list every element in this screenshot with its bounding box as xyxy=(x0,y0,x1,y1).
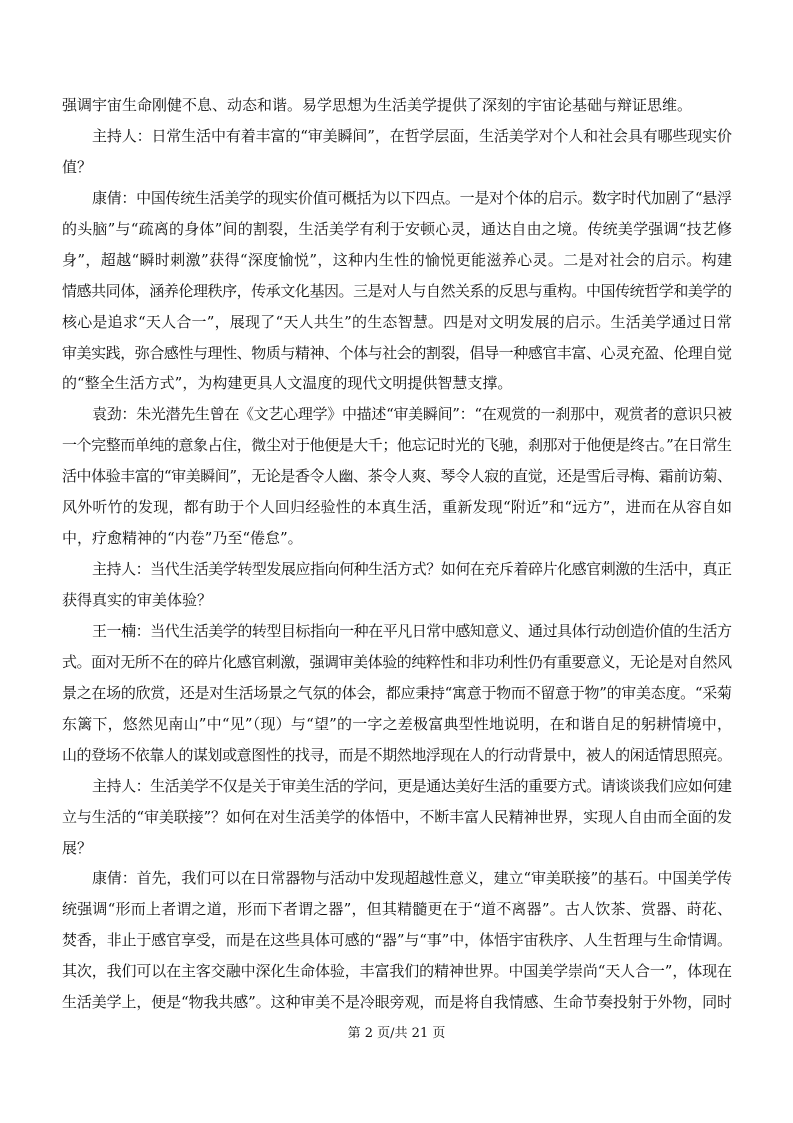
text-line: 风外听竹的发现，都有助于个人回归经验性的本真生活，重新发现“附近”和“远方”，进而在从容自如 xyxy=(62,498,732,517)
text-line: 展？ xyxy=(62,838,93,857)
text-line: 获得真实的审美体验？ xyxy=(62,591,213,609)
text-line: 中，疗愈精神的“内卷”乃至“倦怠”。 xyxy=(62,529,303,548)
text-line: 强调宇宙生命刚健不息、动态和谐。易学思想为生活美学提供了深刻的宇宙论基础与辩证思维。 xyxy=(62,96,693,114)
text-line: 主持人：生活美学不仅是关于审美生活的学问，更是通达美好生活的重要方式。请谈谈我们应如何建 xyxy=(92,776,732,795)
text-line: 身”，超越“瞬时刺激”获得“深度愉悦”，这种内生性的愉悦更能滋养心灵。二是对社会的启示。构建 xyxy=(62,250,732,269)
text-line: 康倩：首先，我们可以在日常器物与活动中发现超越性意义，建立“审美联接”的基石。中国美学传 xyxy=(92,869,732,888)
text-line: 的“整全生活方式”，为构建更具人文温度的现代文明提供智慧支撑。 xyxy=(62,374,513,393)
text-line: 景之在场的欣赏，还是对生活场景之气氛的体会，都应秉持“寓意于物而不留意于物”的审美态度。“采菊 xyxy=(62,683,732,702)
text-line: 康倩：中国传统生活美学的现实价值可概括为以下四点。一是对个体的启示。数字时代加剧了“悬浮 xyxy=(92,188,732,207)
text-line: 的头脑”与“疏离的身体”间的割裂，生活美学有利于安顿心灵，通达自由之境。传统美学强调“技艺修 xyxy=(62,219,732,238)
text-line: 山的登场不依靠人的谋划或意图性的找寻，而是不期然地浮现在人的行动背景中，被人的闲适情思照亮。 xyxy=(62,745,732,764)
text-line: 主持人：日常生活中有着丰富的“审美瞬间”，在哲学层面，生活美学对个人和社会具有哪些现实价 xyxy=(92,126,732,145)
text-line: 值？ xyxy=(62,157,93,176)
text-line: 活中体验丰富的“审美瞬间”，无论是香令人幽、茶令人爽、琴令人寂的直觉，还是雪后寻梅、霜前访菊、 xyxy=(62,467,732,486)
text-line: 其次，我们可以在主客交融中深化生命体验，丰富我们的精神世界。中国美学崇尚“天人合一”，体现在 xyxy=(62,962,732,981)
text-line: 主持人：当代生活美学转型发展应指向何种生活方式？如何在充斥着碎片化感官刺激的生活中，真正 xyxy=(92,560,732,579)
text-line: 式。面对无所不在的碎片化感官刺激，强调审美体验的纯粹性和非功利性仍有重要意义，无论是对自然风 xyxy=(62,652,732,671)
text-line: 统强调“形而上者谓之道，形而下者谓之器”，但其精髓更在于“道不离器”。古人饮茶、赏器、莳花、 xyxy=(62,900,732,919)
page-footer: 第 2 页/共 21 页 xyxy=(347,1026,446,1041)
text-line: 立与生活的“审美联接”？如何在对生活美学的体悟中，不断丰富人民精神世界，实现人自由而全面的发 xyxy=(62,807,732,826)
text-line: 一个完整而单纯的意象占住，微尘对于他便是大千；他忘记时光的飞驰，刹那对于他便是终古。”在日常生 xyxy=(62,436,732,455)
text-line: 东篱下，悠然见南山”中“见”（现）与“望”的一字之差极富典型性地说明，在和谐自足的躬耕情境中， xyxy=(62,714,732,733)
text-line: 核心是追求“天人合一”，展现了“天人共生”的生态智慧。四是对文明发展的启示。生活美学通过日常 xyxy=(62,312,732,331)
text-line: 生活美学上，便是“物我共感”。这种审美不是冷眼旁观，而是将自我情感、生命节奏投射于外物，同时 xyxy=(62,993,732,1012)
text-line: 情感共同体，涵养伦理秩序，传承文化基因。三是对人与自然关系的反思与重构。中国传统哲学和美学的 xyxy=(62,281,732,300)
text-line: 王一楠：当代生活美学的转型目标指向一种在平凡日常中感知意义、通过具体行动创造价值的生活方 xyxy=(92,621,732,640)
text-line: 焚香，非止于感官享受，而是在这些具体可感的“器”与“事”中，体悟宇宙秩序、人生哲理与生命情调。 xyxy=(62,931,732,950)
text-line: 审美实践，弥合感性与理性、物质与精神、个体与社会的割裂，倡导一种感官丰富、心灵充盈、伦理自觉 xyxy=(62,343,732,362)
document-body xyxy=(62,90,732,1018)
text-line: 袁劲：朱光潜先生曾在《文艺心理学》中描述“审美瞬间”：“在观赏的一刹那中，观赏者的意识只被 xyxy=(92,405,732,424)
